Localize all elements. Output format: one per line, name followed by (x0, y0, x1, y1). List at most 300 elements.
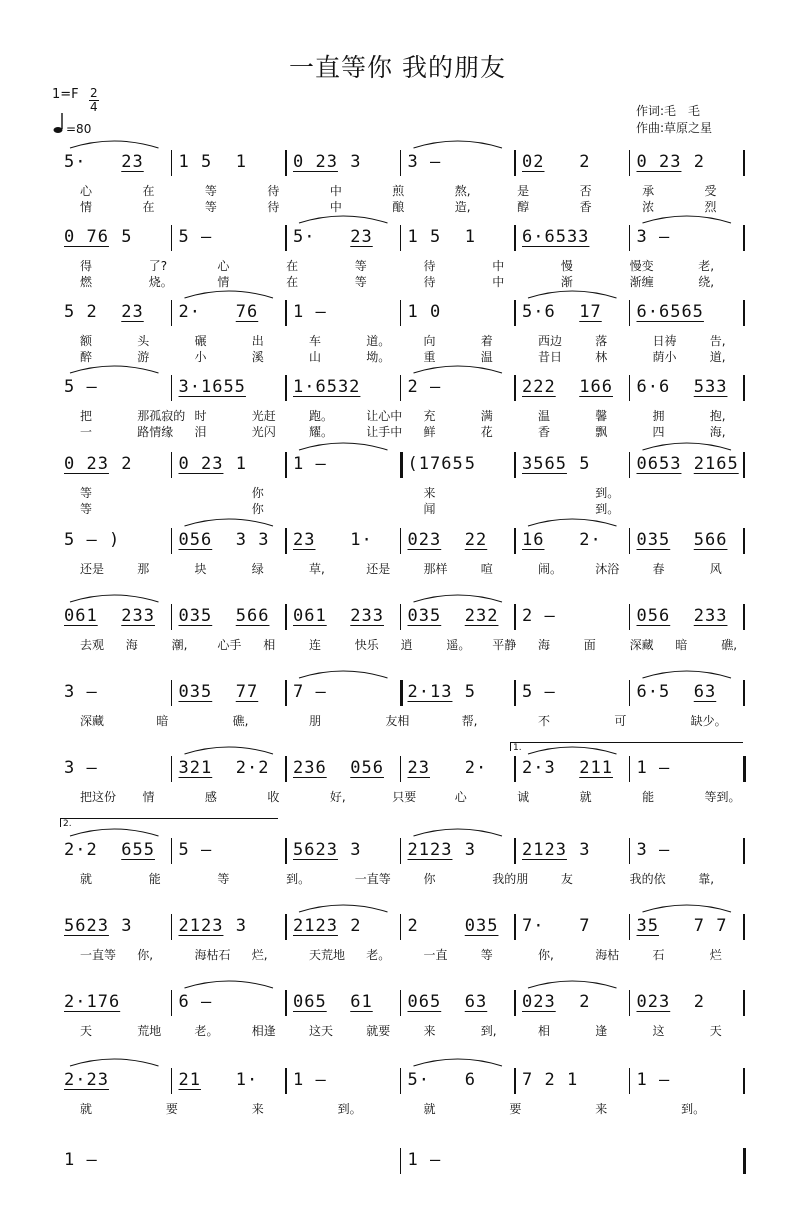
lyric-text: 荫小 (652, 350, 677, 364)
lyric-text: 四 (652, 425, 665, 439)
lyric-text: 来 (423, 1024, 436, 1038)
note-group: 056 (350, 758, 384, 778)
lyric-text: 溪 (251, 350, 264, 364)
lyric-text: 感 (204, 790, 217, 804)
score-row (0, 1148, 795, 1226)
note-group: 3 – (407, 152, 442, 172)
barline (400, 990, 402, 1016)
lyric-text: 深藏 (80, 714, 105, 728)
barline (171, 990, 173, 1016)
lyric-text: 你 (423, 872, 436, 886)
barline (629, 150, 631, 176)
note-group: 23 (121, 302, 144, 322)
score-row (0, 150, 795, 228)
lyric-text: 那 (137, 562, 150, 576)
note-group: 1 – (293, 454, 327, 474)
barline (171, 528, 173, 554)
barline (629, 1068, 631, 1094)
lyric-text: 充 (423, 409, 436, 423)
lyric-text: 沐浴 (595, 562, 620, 576)
note-group: 35 (636, 916, 659, 936)
lyric-text: 待 (423, 275, 436, 289)
lyric-text: 海 (538, 638, 551, 652)
note-group: 5623 (64, 916, 109, 936)
note-group: 233 (693, 606, 728, 626)
note-group: 7 (579, 916, 591, 936)
key-signature: 1=F (52, 87, 79, 102)
score-row (0, 990, 795, 1068)
lyric-text: 出 (251, 334, 264, 348)
lyric-text: 就要 (366, 1024, 391, 1038)
lyric-text: 了? (148, 259, 168, 273)
lyric-text: 在 (286, 259, 299, 273)
time-signature-upper: 2 (90, 86, 98, 100)
note-group: 035 (407, 606, 442, 626)
note-group: 6·6565 (636, 302, 704, 322)
note-group: 065 (293, 992, 327, 1012)
barline (171, 604, 173, 630)
note-group: 5 (464, 682, 476, 702)
note-group: 1 (235, 152, 247, 172)
lyric-text: 等 (217, 872, 230, 886)
lyric-text: 路情缘 (137, 425, 174, 439)
score-row (0, 838, 795, 916)
lyric-text: 逢 (595, 1024, 608, 1038)
note-group: 3 (579, 840, 591, 860)
lyric-text: 缺少。 (690, 714, 727, 728)
volta-2: 2. (60, 818, 278, 827)
lyric-text: 平静 (492, 638, 517, 652)
note-group: 5 – ) (64, 530, 121, 550)
lyric-text: 天 (80, 1024, 93, 1038)
note-group: 5· (64, 152, 87, 172)
barline (285, 452, 287, 478)
lyric-text: 拥 (652, 409, 665, 423)
lyric-text: 告, (709, 334, 726, 348)
barline (285, 838, 287, 864)
barline (171, 225, 173, 251)
lyric-text: 能 (148, 872, 161, 886)
lyric-text: 那样 (423, 562, 448, 576)
lyric-text: 一 (80, 425, 93, 439)
lyric-text: 山 (309, 350, 322, 364)
score-row (0, 375, 795, 453)
barline (285, 150, 287, 176)
note-group: 61 (350, 992, 373, 1012)
note-group: 2123 (522, 840, 567, 860)
lyric-text: 跑。 (309, 409, 334, 423)
note-group: 2·2 (64, 840, 98, 860)
lyric-text: 向 (423, 334, 436, 348)
lyric-text: 就 (80, 872, 93, 886)
note-group: 2· (178, 302, 201, 322)
note-group: 17 (579, 302, 602, 322)
lyric-text: 还是 (366, 562, 391, 576)
note-group: 1 – (407, 1150, 442, 1170)
note-group: 1 – (636, 758, 671, 778)
note-group: 0 76 (64, 227, 109, 247)
note-group: 065 (407, 992, 442, 1012)
note-group: 0 23 (636, 152, 682, 172)
note-group: 23 (293, 530, 316, 550)
note-group: 7 – (293, 682, 327, 702)
lyric-text: 一直等 (80, 948, 117, 962)
lyric-text: 醉 (80, 350, 93, 364)
note-group: 233 (121, 606, 155, 626)
note-group: 056 (178, 530, 213, 550)
note-group: 3 – (64, 682, 98, 702)
barline (400, 300, 402, 326)
note-group: 2 (350, 916, 362, 936)
note-group: 061 (64, 606, 98, 626)
lyric-text: 受 (704, 184, 717, 198)
note-group: 035 (464, 916, 499, 936)
lyric-text: 天 (709, 1024, 722, 1038)
barline (514, 300, 516, 326)
barline (400, 756, 402, 782)
note-group: 061 (293, 606, 327, 626)
lyric-text: 满 (480, 409, 493, 423)
lyric-text: 煎 (392, 184, 405, 198)
lyric-text: 暗 (156, 714, 169, 728)
barline (171, 1068, 173, 1094)
lyric-text: 到。 (595, 502, 620, 516)
score-row (0, 1068, 795, 1146)
note-group: 5 – (178, 227, 213, 247)
lyric-text: 到, (480, 1024, 497, 1038)
barline (285, 300, 287, 326)
lyric-text: 友相 (385, 714, 410, 728)
note-group: (1765 (407, 454, 464, 474)
lyric-text: 等 (480, 948, 493, 962)
lyric-text: 不 (538, 714, 551, 728)
score-row (0, 300, 795, 378)
note-group: 76 (235, 302, 259, 322)
barline (629, 990, 631, 1016)
barline (400, 604, 402, 630)
lyric-text: 烂 (709, 948, 722, 962)
note-group: 2 – (522, 606, 556, 626)
lyric-text: 帮, (461, 714, 478, 728)
lyric-text: 等到。 (704, 790, 741, 804)
note-group: 23 (407, 758, 430, 778)
lyric-text: 落 (595, 334, 608, 348)
note-group: 5 – (64, 377, 98, 397)
lyric-text: 重 (423, 350, 436, 364)
note-group: 232 (464, 606, 499, 626)
note-group: 6·5 (636, 682, 671, 702)
lyric-text: 深藏 (629, 638, 654, 652)
note-group: 2· (579, 530, 602, 550)
note-group: 3 3 (235, 530, 270, 550)
lyric-text: 香 (579, 200, 592, 214)
lyric-text: 西边 (538, 334, 563, 348)
lyric-text: 额 (80, 334, 93, 348)
lyric-text: 着 (480, 334, 493, 348)
lyric-text: 在 (286, 275, 299, 289)
note-group: 1 5 (178, 152, 213, 172)
lyric-text: 车 (309, 334, 322, 348)
note-group: 035 (178, 606, 213, 626)
lyric-text: 心手 (217, 638, 242, 652)
lyric-text: 一直等 (354, 872, 391, 886)
lyric-text: 遥。 (446, 638, 471, 652)
barline (629, 838, 631, 864)
lyric-text: 海枯石 (194, 948, 231, 962)
barline (743, 756, 746, 782)
lyric-text: 中 (492, 259, 505, 273)
note-group: 1·6532 (293, 377, 361, 397)
lyric-text: 在 (142, 200, 155, 214)
lyric-text: 要 (165, 1102, 178, 1116)
lyric-text: 等 (354, 259, 367, 273)
note-group: 2·23 (64, 1070, 109, 1090)
barline (400, 680, 403, 706)
barline (514, 914, 516, 940)
note-group: 5 (579, 454, 591, 474)
note-group: 63 (693, 682, 717, 702)
lyric-text: 游 (137, 350, 150, 364)
note-group: 3·1655 (178, 377, 246, 397)
lyric-text: 等 (204, 200, 217, 214)
lyric-text: 荒地 (137, 1024, 162, 1038)
lyric-text: 中 (329, 184, 342, 198)
barline (514, 528, 516, 554)
lyric-text: 老, (698, 259, 715, 273)
note-group: 16 (522, 530, 545, 550)
lyric-text: 风 (709, 562, 722, 576)
tempo-marking: =80 (66, 122, 92, 136)
note-group: 1 – (293, 1070, 327, 1090)
lyric-text: 你, (137, 948, 154, 962)
lyric-text: 醇 (517, 200, 530, 214)
note-group: 2·13 (407, 682, 453, 702)
lyric-text: 耀。 (309, 425, 334, 439)
note-group: 3 – (636, 840, 671, 860)
lyric-text: 礁, (232, 714, 249, 728)
lyric-text: 还是 (80, 562, 105, 576)
note-group: 056 (636, 606, 671, 626)
lyric-text: 我的朋 (492, 872, 529, 886)
note-group: 2 (579, 992, 591, 1012)
barline (629, 604, 631, 630)
lyric-text: 等 (80, 502, 93, 516)
lyric-text: 坳。 (366, 350, 391, 364)
note-group: 1 (235, 454, 247, 474)
lyric-text: 你, (538, 948, 554, 962)
lyric-text: 能 (642, 790, 655, 804)
barline (743, 375, 745, 401)
note-group: 2 (693, 992, 705, 1012)
lyric-text: 把 (80, 409, 93, 423)
lyric-text: 来 (251, 1102, 264, 1116)
lyric-text: 来 (423, 486, 436, 500)
note-group: 236 (293, 758, 327, 778)
lyric-text: 待 (423, 259, 436, 273)
lyric-text: 林 (595, 350, 608, 364)
note-group: 023 (522, 992, 556, 1012)
composer: 作曲:草原之星 (636, 121, 713, 135)
note-group: 2123 (293, 916, 338, 936)
note-group: 5·6 (522, 302, 556, 322)
lyric-text: 就 (423, 1102, 436, 1116)
lyric-text: 等 (204, 184, 217, 198)
lyric-text: 到。 (681, 1102, 706, 1116)
lyric-text: 闹。 (538, 562, 563, 576)
barline (285, 375, 287, 401)
note-group: 6·6 (636, 377, 671, 397)
barline (743, 1068, 745, 1094)
note-group: 023 (407, 530, 442, 550)
barline (400, 375, 402, 401)
time-signature-lower: 4 (90, 100, 98, 114)
lyric-text: 友 (560, 872, 573, 886)
barline (400, 914, 402, 940)
note-group: 5 (121, 227, 133, 247)
note-group: 6·6533 (522, 227, 590, 247)
barline (743, 838, 745, 864)
note-group: 2123 (407, 840, 453, 860)
barline (629, 452, 631, 478)
lyric-text: 我的依 (629, 872, 666, 886)
barline (743, 150, 745, 176)
lyric-text: 香 (538, 425, 551, 439)
lyric-text: 在 (142, 184, 155, 198)
score-row (0, 452, 795, 530)
lyric-text: 连 (309, 638, 322, 652)
note-group: 233 (350, 606, 384, 626)
note-group: 3 (121, 916, 133, 936)
lyric-text: 道, (709, 350, 726, 364)
note-group: 63 (464, 992, 488, 1012)
lyric-text: 你 (251, 502, 264, 516)
note-group: 5· (293, 227, 316, 247)
note-group: 533 (693, 377, 728, 397)
lyric-text: 春 (652, 562, 665, 576)
barline (285, 528, 287, 554)
lyric-text: 飘 (595, 425, 608, 439)
note-group: 2·3 (522, 758, 556, 778)
lyric-text: 道。 (366, 334, 391, 348)
note-group: 7· (522, 916, 545, 936)
lyric-text: 承 (642, 184, 655, 198)
barline (629, 300, 631, 326)
barline (514, 756, 516, 782)
lyric-text: 慢变 (629, 259, 654, 273)
barline (171, 150, 173, 176)
lyric-text: 海 (125, 638, 138, 652)
lyric-text: 情 (217, 275, 230, 289)
lyric-text: 光赶 (251, 409, 276, 423)
barline (285, 680, 287, 706)
lyric-text: 中 (329, 200, 342, 214)
barline (285, 914, 287, 940)
note-group: 222 (522, 377, 556, 397)
barline (171, 680, 173, 706)
note-group: 3 (235, 916, 247, 936)
lyric-text: 诚 (517, 790, 530, 804)
lyric-text: 你 (251, 486, 264, 500)
barline (629, 225, 631, 251)
lyric-text: 喧 (480, 562, 493, 576)
lyric-text: 花 (480, 425, 493, 439)
lyric-text: 时 (194, 409, 207, 423)
lyric-text: 相 (263, 638, 276, 652)
lyric-text: 那孤寂的 (137, 409, 186, 423)
note-group: 321 (178, 758, 213, 778)
barline (514, 225, 516, 251)
credits (636, 103, 712, 137)
time-signature (89, 87, 99, 114)
lyric-text: 让心中 (366, 409, 403, 423)
lyric-text: 心 (217, 259, 230, 273)
lyric-text: 要 (509, 1102, 522, 1116)
barline (171, 375, 173, 401)
lyric-text: 到。 (595, 486, 620, 500)
slur-mark (70, 141, 159, 148)
lyric-text: 草, (309, 562, 325, 576)
barline (629, 680, 631, 706)
lyric-text: 海, (709, 425, 726, 439)
lyric-text: 相逢 (251, 1024, 276, 1038)
note-group: 22 (464, 530, 488, 550)
note-group: 1 – (293, 302, 327, 322)
lyric-text: 可 (614, 714, 627, 728)
note-group: 1· (235, 1070, 259, 1090)
lyric-text: 小 (194, 350, 207, 364)
note-group: 5623 (293, 840, 338, 860)
note-group: 655 (121, 840, 155, 860)
barline (743, 990, 745, 1016)
barline (171, 452, 173, 478)
note-group: 3 – (636, 227, 671, 247)
note-group: 566 (235, 606, 270, 626)
barline (629, 375, 631, 401)
lyric-text: 绕, (698, 275, 715, 289)
lyric-text: 朋 (309, 714, 322, 728)
barline (514, 375, 516, 401)
note-group: 5 – (522, 682, 556, 702)
note-group: 3565 (522, 454, 567, 474)
lyric-text: 把这份 (80, 790, 117, 804)
note-group: 3 – (64, 758, 98, 778)
lyric-text: 到。 (337, 1102, 362, 1116)
lyric-text: 快乐 (354, 638, 379, 652)
barline (629, 914, 631, 940)
lyric-text: 海枯 (595, 948, 620, 962)
barline (400, 1148, 402, 1174)
note-group: 2123 (178, 916, 224, 936)
lyric-text: 光闪 (251, 425, 276, 439)
barline (400, 452, 403, 478)
note-group: 035 (178, 682, 213, 702)
note-group: 023 (636, 992, 671, 1012)
note-group: 0653 (636, 454, 682, 474)
note-group: 2· (464, 758, 488, 778)
lyric-text: 逍 (400, 638, 413, 652)
note-group: 035 (636, 530, 671, 550)
lyric-text: 收 (267, 790, 280, 804)
note-group: 2·176 (64, 992, 121, 1012)
lyric-text: 老。 (194, 1024, 219, 1038)
note-group: 2·2 (235, 758, 270, 778)
note-group: 1 – (636, 1070, 671, 1090)
lyric-text: 一直 (423, 948, 448, 962)
note-group: 2 (407, 916, 419, 936)
barline (514, 452, 516, 478)
lyric-text: 来 (595, 1102, 608, 1116)
lyric-text: 情 (142, 790, 155, 804)
